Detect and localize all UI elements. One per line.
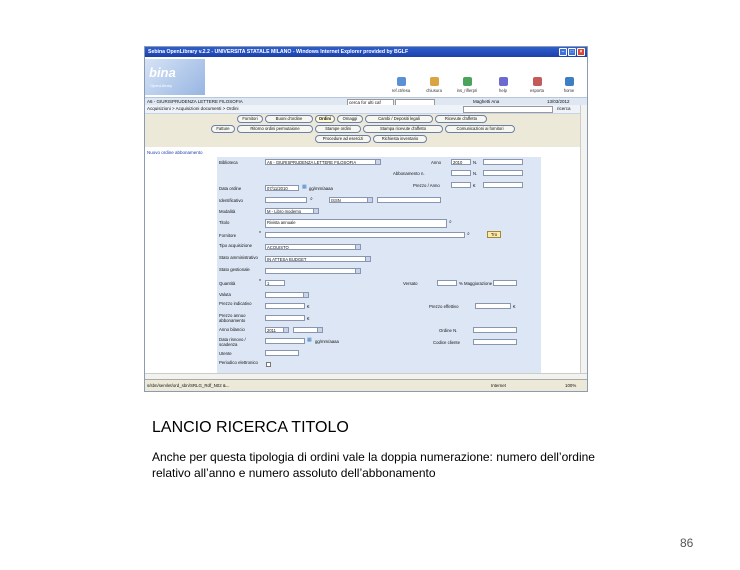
identificativo-value-input[interactable] (377, 197, 441, 203)
biblioteca-select[interactable]: A6 - GIURISPRUDENZA LETTERE FILOSOFIA (265, 159, 381, 165)
label-quantita: Quantità (219, 281, 236, 286)
order-form (217, 157, 541, 375)
modalita-select[interactable]: M - Libro moderno (265, 208, 319, 214)
menu-row-3 (145, 134, 587, 142)
label-prezzo-indicativo: Prezzo indicativo (219, 301, 252, 306)
tipo-acquisizione-select[interactable]: ACQUISTO (265, 244, 361, 250)
breadcrumb-go-button[interactable]: ricerca (557, 106, 571, 111)
prezzo-effettivo-input[interactable] (475, 303, 511, 309)
label-utente: Utente (219, 351, 232, 356)
label-prezzo-annuo: Prezzo annuo abbonamento (219, 313, 246, 323)
anno-bilancio-select[interactable]: 2011 (265, 327, 289, 333)
slide-description: Anche per questa tipologia di ordini vale la doppia numerazione: numero dell’ordine relativo all’anno e numero assoluto dell’abbonamento (152, 450, 595, 480)
periodico-elettronico-checkbox[interactable] (266, 362, 271, 367)
export-icon (533, 77, 542, 86)
prezzo-effettivo-currency: € (513, 304, 516, 309)
ordine-numero-input[interactable] (483, 159, 523, 165)
data-ordine-input[interactable]: 07/11/2010 (265, 185, 299, 191)
label-modalita: Modalità (219, 209, 236, 214)
status-url: s/sbn/servlet/ord_sbn/SRLG_Rdf_N02 &... (147, 383, 230, 388)
breadcrumb-path: Acquisizioni > Acquisizioni documenti > Ordini (147, 106, 239, 111)
status-zone: Internet (491, 383, 506, 388)
refresh-icon (397, 77, 406, 86)
current-library: A6 - GIURISPRUDENZA LETTERE FILOSOFIA (147, 99, 243, 104)
data-rinnovo-input[interactable] (265, 338, 305, 344)
menu-ordini[interactable]: Ordini (315, 115, 335, 123)
menu-cambi-depositi[interactable]: Cambi / Depositi legali (365, 115, 433, 123)
versato-input[interactable] (437, 280, 457, 286)
menu-stampa-ricevute[interactable]: Stampa ricevute d'affetto (363, 125, 443, 133)
valuta-select[interactable] (265, 292, 309, 298)
app-header (145, 57, 587, 97)
breadcrumb (145, 105, 587, 114)
menu-ritorno-ordini[interactable]: Ritorno ordini permutaione (237, 125, 313, 133)
toolbar-label: esporta (530, 88, 544, 93)
toolbar-label: chiusura (426, 88, 442, 93)
prezzo-anno-currency: € (473, 183, 476, 188)
identificativo-type-select[interactable]: ISSN (329, 197, 373, 203)
main-content (145, 147, 587, 375)
menu-comunicazioni[interactable]: Comunicazioni ai fornitori (445, 125, 515, 133)
anno-input[interactable]: 2010 (451, 159, 471, 165)
page-number: 86 (680, 536, 694, 550)
logo-sub: OpenLibrary (150, 83, 173, 88)
label-anno: Anno (431, 160, 442, 165)
menu-richiesta-inventario[interactable]: Richiesta inventario (373, 135, 427, 143)
label-data-ordine: Data ordine (219, 186, 242, 191)
abbonamento-anno-input[interactable] (451, 170, 471, 176)
label-maggiorazione: % Maggiorazione (459, 281, 493, 286)
label-periodico-elettronico: Periodico elettronico (219, 360, 258, 365)
slide-heading: LANCIO RICERCA TITOLO (152, 419, 349, 436)
window-title: Sebina OpenLibrary v.2.2 - UNIVERSITA STATALE MILANO - Windows Internet Explorer provided by BGLF (148, 49, 409, 55)
titolo-input[interactable]: Rivista annuale (265, 219, 447, 228)
logo-main: bina (149, 65, 176, 80)
minimize-icon[interactable]: – (559, 48, 567, 56)
status-bar (145, 379, 587, 392)
label-prezzo-anno: Prezzo / Anno (413, 183, 440, 188)
label-stato-amministrativo: Stato amministrativo (219, 255, 258, 260)
menu-buoni-ordine[interactable]: Buoni d'ordine (265, 115, 313, 123)
abbonamento-n-label: N. (473, 171, 478, 176)
window-titlebar (145, 47, 587, 57)
abbonamento-numero-input[interactable] (483, 170, 523, 176)
prezzo-anno-value-input[interactable] (483, 182, 523, 188)
toolbar-refresh[interactable] (389, 77, 413, 93)
utente-input[interactable] (265, 350, 299, 356)
menu-row-2 (145, 124, 587, 132)
breadcrumb-input[interactable] (463, 106, 553, 113)
identificativo-lookup-icon[interactable]: ⌕ (310, 196, 313, 202)
toolbar-export[interactable] (525, 77, 549, 93)
label-ordine-n: Ordine N. (439, 328, 458, 333)
vertical-scrollbar[interactable] (580, 105, 587, 373)
label-abbonamento-n: Abbonamento n. (393, 171, 425, 176)
quantita-required-icon: * (259, 279, 261, 285)
menu-ricevute[interactable]: Ricevute d'affetto (435, 115, 487, 123)
status-zoom[interactable]: 100% (565, 383, 577, 388)
label-titolo: Titolo (219, 220, 230, 225)
label-valuta: Valuta (219, 292, 231, 297)
current-user: Maghetti Ana (473, 99, 500, 104)
insert-icon (463, 77, 472, 86)
home-icon (565, 77, 574, 86)
section-title: Nuovo ordine abbonamento (147, 150, 203, 155)
fornitore-required-icon: * (259, 231, 261, 237)
toolbar-insert[interactable] (455, 77, 479, 93)
identificativo-input[interactable] (265, 197, 307, 203)
toolbar-home[interactable] (557, 77, 581, 93)
calendar-icon[interactable]: ▦ (307, 337, 312, 343)
stato-amministrativo-select[interactable]: IN ATTESA BUDGET (265, 256, 371, 262)
capitolo-bilancio-select[interactable] (293, 327, 323, 333)
toolbar-label: ins_riflerpri (456, 88, 478, 93)
quantita-input[interactable]: 1 (265, 280, 285, 286)
label-data-rinnovo: Data rinnovo / scadenza (219, 337, 246, 347)
help-icon (499, 77, 508, 86)
toolbar-label: home (563, 88, 575, 93)
date-format-hint: gg/mm/aaaa (309, 186, 333, 191)
label-tipo-acquisizione: Tipo acquisizione (219, 243, 253, 248)
toolbar-chiusura[interactable] (422, 77, 446, 93)
label-fornitore: Fornitore (219, 233, 237, 238)
window-controls (559, 48, 585, 56)
close-icon[interactable]: × (577, 48, 585, 56)
menu-fatture[interactable]: Fatture (211, 125, 235, 133)
prezzo-annuo-currency: € (307, 316, 310, 321)
toolbar-help[interactable] (491, 77, 515, 93)
toolbar-label: ref.ctrlesa (391, 88, 411, 93)
menu-procedure[interactable]: Procedure ad esercizi (315, 135, 371, 143)
codice-cliente-input[interactable] (473, 339, 517, 345)
anno-n-label: N. (473, 160, 478, 165)
prezzo-annuo-input[interactable] (265, 315, 305, 321)
sebina-logo (145, 59, 205, 95)
menu-stampe-ordini[interactable]: Stampe ordini (315, 125, 361, 133)
label-versato: Versato (403, 281, 418, 286)
label-identificativo: Identificativo (219, 198, 243, 203)
menu-row-1 (145, 114, 587, 122)
titolo-lookup-icon[interactable]: ⌕ (449, 219, 452, 225)
current-date: 13/03/2012 (547, 99, 570, 104)
label-prezzo-effettivo: Prezzo effettivo (429, 304, 459, 309)
stato-gestionale-select[interactable] (265, 268, 361, 274)
maggiorazione-input[interactable] (493, 280, 517, 286)
toolbar-label: help (499, 88, 507, 93)
maximize-icon[interactable]: □ (568, 48, 576, 56)
fornitore-find-button[interactable]: Tro (487, 231, 501, 238)
label-stato-gestionale: Stato gestionale (219, 267, 250, 272)
label-biblioteca: Biblioteca (219, 160, 238, 165)
label-codice-cliente: Codice cliente (433, 340, 460, 345)
label-anno-bilancio: Anno bilancio (219, 327, 245, 332)
close-session-icon (430, 77, 439, 86)
calendar-icon[interactable]: ▦ (302, 184, 307, 190)
prezzo-indicativo-input[interactable] (265, 303, 305, 309)
fornitore-lookup-icon[interactable]: ⌕ (467, 231, 470, 237)
browser-window (144, 46, 588, 392)
menu-fornitori[interactable]: Fornitori (237, 115, 263, 123)
quick-search-select[interactable]: cerca for ulti caf (347, 99, 394, 106)
ordine-n-input[interactable] (473, 327, 517, 333)
fornitore-input[interactable] (265, 232, 465, 238)
menu-omaggi[interactable]: Omaggi (337, 115, 363, 123)
prezzo-indicativo-currency: € (307, 304, 310, 309)
date-format-hint: gg/mm/aaaa (315, 339, 339, 344)
prezzo-anno-input[interactable] (451, 182, 471, 188)
